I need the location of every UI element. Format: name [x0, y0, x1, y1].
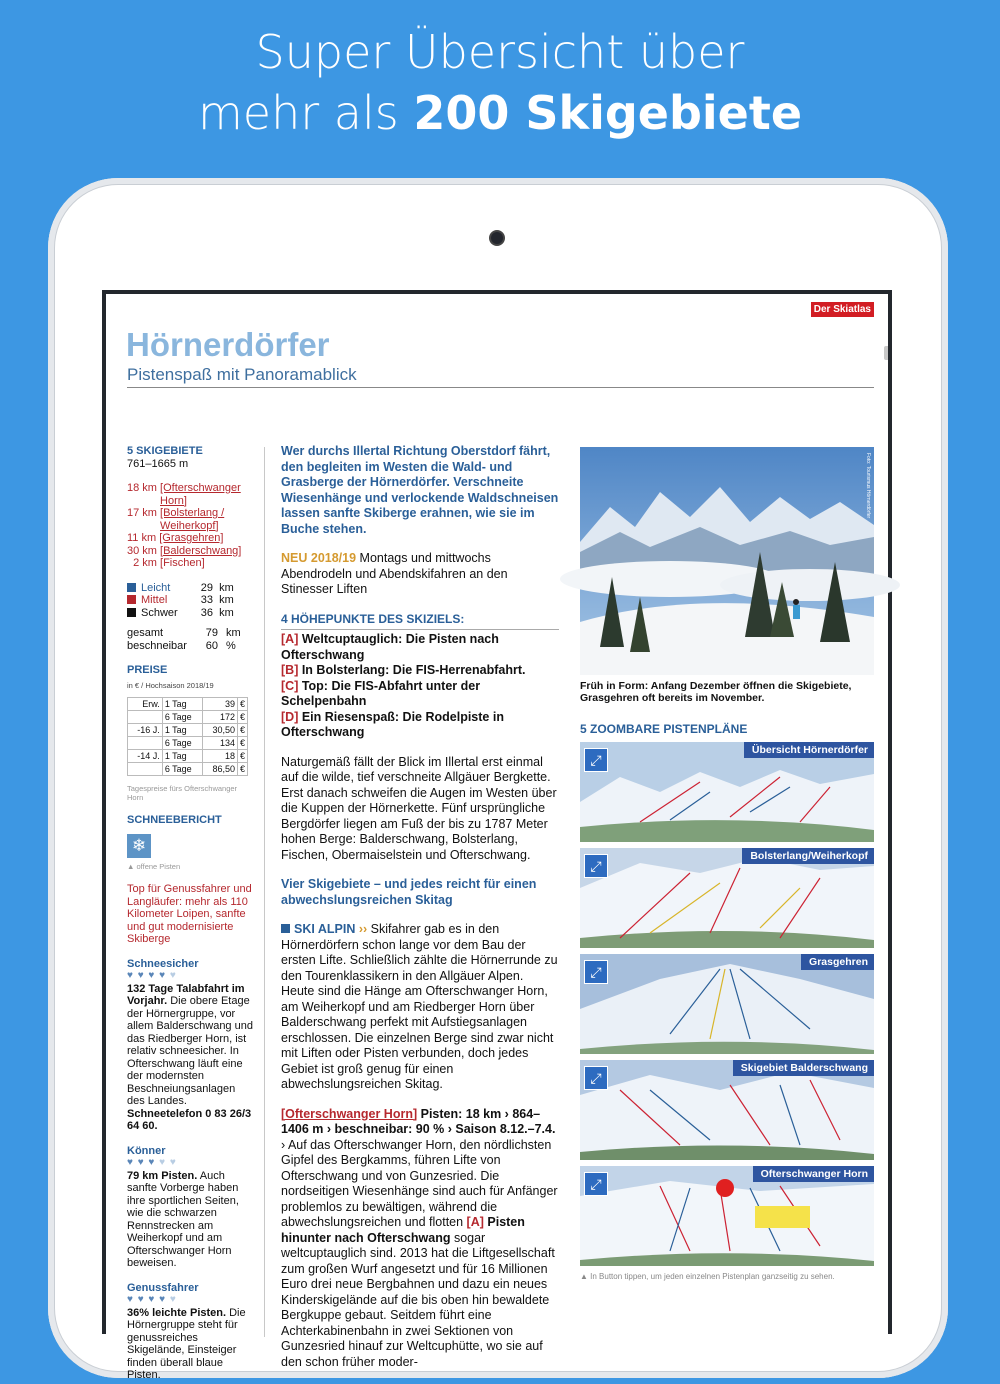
hearts-filled: ♥ ♥ ♥ ♥ [127, 1294, 167, 1305]
table-row [128, 697, 248, 710]
highlight-item [281, 632, 559, 663]
article-subhead: Vier Skigebiete – und jedes reicht für einen abwechslungsreichen Skitag [281, 877, 537, 907]
area-link-bolsterlang[interactable] [160, 507, 224, 532]
photo-credit: Foto: Tourismus Hörnerdörfer [865, 453, 871, 519]
rating-bold: 36% leichte Pisten. [127, 1306, 227, 1319]
hearts-empty: ♥ [166, 970, 177, 981]
map-title: Grasgehren [801, 954, 874, 970]
area-facts: Pisten: 18 km › 864–1406 m › beschneibar: 90 % › Saison 8.12.–7.4. [281, 1106, 556, 1136]
price-group: -16 J. [128, 723, 163, 736]
area-tag: [A] [466, 1215, 484, 1229]
total-unit: % [226, 639, 236, 652]
price-currency: € [237, 723, 247, 736]
title-divider [127, 387, 874, 388]
area-bold: Pisten hinunter nach Ofterschwang [281, 1215, 525, 1245]
price-group [128, 762, 163, 775]
rating-snow [127, 958, 255, 1133]
prices-note: in € / Hochsaison 2018/19 [127, 680, 214, 690]
snow-phone: Schneetelefon 0 83 26/3 64 60. [127, 1107, 252, 1132]
piste-map-grasgehren[interactable] [580, 954, 874, 1054]
rating-text [127, 1307, 255, 1382]
highlight-item [281, 710, 559, 741]
map-title: Ofterschwanger Horn [753, 1166, 874, 1182]
price-currency: € [237, 736, 247, 749]
area-link-text: Weiherkopf] [160, 519, 219, 532]
price-currency: € [237, 697, 247, 710]
skier-mountain-photo [580, 447, 874, 675]
column-divider [264, 447, 265, 1337]
area-link-ofterschwang[interactable] [160, 482, 241, 507]
expand-map-icon[interactable]: ⤢ [584, 960, 608, 984]
price-currency: € [237, 762, 247, 775]
rating-heading: Genussfahrer [127, 1281, 199, 1294]
snow-report-heading: SCHNEEBERICHT [127, 813, 222, 826]
table-row [128, 749, 248, 762]
price-group: Erw. [128, 697, 163, 710]
highlight-tag: [C] [281, 678, 299, 693]
area-tagline: Top für Genussfahrer und Langläufer: mehr als 110 Kilometer Loipen, sanfte und gut modernisierte Skiberge [127, 883, 252, 945]
difficulty-label: Schwer [141, 606, 178, 619]
difficulty-label: Mittel [141, 594, 168, 606]
rating-body: Die obere Etage der Hörnergruppe, vor allem Balderschwang und das Riedberger Horn, ist relativ schneesicher. In Ofterschwang läuft eine der modernsten Beschneiungsanlagen des Landes. [127, 995, 253, 1107]
difficulty-value: 29 [200, 581, 213, 594]
area-km: 18 km [127, 482, 157, 494]
price-period: 6 Tage [162, 736, 202, 749]
highlight-tag: [D] [281, 709, 299, 724]
highlight-text: In Bolsterlang: Die FIS-Herrenabfahrt. [298, 663, 526, 677]
hard-marker-icon [127, 608, 136, 617]
total-label: beschneibar [127, 639, 187, 652]
news-item [281, 551, 559, 598]
expand-map-icon[interactable]: ⤢ [584, 854, 608, 878]
piste-map-balderschwang[interactable] [580, 1060, 874, 1160]
rating-bold: 79 km Pisten. [127, 1169, 198, 1182]
area-km: 30 km [127, 544, 157, 557]
table-row [128, 710, 248, 723]
area-link-text: [Ofterschwanger [160, 482, 241, 494]
price-value: 134 [203, 736, 238, 749]
total-label: gesamt [127, 627, 164, 639]
area-km: 17 km [127, 507, 157, 519]
area-paragraph [281, 1107, 559, 1371]
rating-heading: Schneesicher [127, 957, 199, 970]
medium-marker-icon [127, 595, 136, 604]
page-title: Hörnerdörfer [126, 326, 330, 363]
zoom-maps-heading: 5 ZOOMBARE PISTENPLÄNE [580, 722, 748, 736]
rating-cruisers [127, 1282, 255, 1382]
map-title: Skigebiet Balderschwang [733, 1060, 874, 1076]
headline-line-1: Super Übersicht über [255, 25, 745, 79]
article-paragraph: Naturgemäß fällt der Blick im Illertal erst einmal auf die wilde, tief verschneite Allgäuer Bergkette. Erst danach schweifen die Augen im Westen über die Kuppen der Hörnerkette. Fünf ursprüngliche Bergdörfer liegen am Fuß der bis zu 1787 Meter hohen Berge: Balderschwang, Bolsterlang, Fischen, Obermaiselstein und Ofterschwang. [281, 754, 557, 862]
highlight-tag: [B] [281, 663, 299, 677]
chevron-right-icon: ›› [358, 922, 368, 936]
map-title: Übersicht Hörnerdörfer [744, 742, 874, 758]
highlight-text: Top: Die FIS-Abfahrt unter der Schelpenbahn [281, 678, 481, 708]
rating-body: Auch sanfte Vorberge haben ihre sportlichen Seiten, wie die schwarzen Rennstrecken am Weiherkopf und am Ofterschwanger Horn beweisen. [127, 1169, 239, 1269]
magazine-page[interactable] [106, 294, 888, 1381]
price-period: 6 Tage [162, 762, 202, 775]
table-row [128, 736, 248, 749]
price-group [128, 736, 163, 749]
heart-rating-icon [127, 1157, 255, 1170]
price-group [128, 710, 163, 723]
hearts-filled: ♥ ♥ ♥ [127, 1157, 156, 1168]
difficulty-unit: km [219, 606, 234, 619]
headline-line-2 [0, 83, 1000, 144]
price-period: 1 Tag [162, 697, 202, 710]
expand-map-icon[interactable]: ⤢ [584, 1066, 608, 1090]
photo-caption: Früh in Form: Anfang Dezember öffnen die Skigebiete, Grasgehren oft bereits im November. [580, 680, 852, 704]
easy-marker-icon [127, 583, 136, 592]
rating-text [127, 983, 255, 1133]
highlights-heading: 4 HÖHEPUNKTE DES SKIZIELS: [281, 612, 559, 631]
area-link-ofterschwanger-horn[interactable]: [Ofterschwanger Horn] [281, 1106, 418, 1121]
rating-body: Die Hörnergruppe steht für genussreiches Skigelände, Einsteiger finden überall blaue Pisten. [127, 1306, 246, 1381]
total-value: 60 [205, 639, 218, 652]
media-column [580, 447, 874, 1282]
expand-map-icon[interactable]: ⤢ [584, 748, 608, 772]
table-row [128, 762, 248, 775]
area-text: sogar weltcuptauglich sind. 2013 hat die Liftgesellschaft zum großen Wurf angesetzt und für 16 Millionen Euro drei neue Bergbahnen und dazu ein neues Kinderskigelände auf die bis oben hin bewaldete Bergkuppe gebaut. Seitdem führt eine Achterkabinenbahn in zwei Sektionen von Gunzesried hinauf zur Weltcuphütte, wo sie auf den schon früher moder- [281, 1230, 555, 1369]
map-title: Bolsterlang/Weiherkopf [742, 848, 874, 864]
hearts-filled: ♥ ♥ ♥ ♥ [127, 970, 167, 981]
price-currency: € [237, 710, 247, 723]
promo-headline [0, 22, 1000, 144]
rating-bold: 132 Tage Talabfahrt im Vorjahr. [127, 982, 245, 1007]
area-link-grasgehren[interactable]: [Grasgehren] [159, 532, 224, 544]
area-link-fischen[interactable]: [Fischen] [160, 557, 205, 569]
area-link-text: [Bolsterlang / [160, 507, 225, 519]
altitude-range: 761–1665 m [127, 457, 189, 470]
table-row [128, 723, 248, 736]
ipad-camera [491, 232, 503, 244]
difficulty-unit: km [219, 594, 234, 606]
area-text: › Auf das Ofterschwanger Horn, den nördlichsten Gipfel des Bergkamms, führen Lifte von Ofterschwang und von Gunzesried. Die nordseitigen Wiesenhänge sind auch für Anfänger problemlos zu bewältigen, während die abwechslungsreichen und flotten [281, 1137, 558, 1229]
price-value: 30,50 [203, 723, 238, 736]
price-table [127, 697, 248, 776]
headline-line-2-bold: 200 Skigebiete [413, 86, 803, 140]
price-period: 1 Tag [162, 749, 202, 762]
expand-map-icon[interactable]: ⤢ [584, 1172, 608, 1196]
piste-totals [127, 627, 255, 652]
ski-alpin-label: SKI ALPIN [294, 922, 356, 936]
price-period: 6 Tage [162, 710, 202, 723]
news-text: Montags und mittwochs Abendrodeln und Abendskifahren an den Stinesser Liften [281, 551, 508, 596]
prices-footnote: Tagespreise fürs Ofterschwanger Horn [127, 783, 238, 802]
price-group: -14 J. [128, 749, 163, 762]
total-unit: km [226, 627, 241, 639]
highlights-box [281, 612, 559, 741]
skiatlas-logo: Der Skiatlas [811, 302, 874, 317]
total-value: 79 [205, 627, 218, 639]
highlight-text: Weltcuptauglich: Die Pisten nach Ofterschwang [281, 632, 499, 662]
headline-line-2-prefix: mehr als [197, 86, 414, 140]
ski-alpin-text: Skifahrer gab es in den Hörnerdörfern schon lange vor dem Bau der ersten Lifte. Schließlich zählte die Hörnerrunde zu den Tourenklassikern in den Allgäuer Alpen. Heute sind die Hänge am Ofterschwanger Horn, am Weiherkopf und am Riedberger Horn über Balderschwang perfekt mit Aufstiegsanlagen erschlossen. Die einzelnen Berge sind zwar nicht mit Liften oder Pisten verbunden, doch jedes Gebiet ist groß genug für einen abwechslungsreichen Skitag. [281, 922, 558, 1091]
area-link-text: Horn] [160, 494, 187, 507]
difficulty-legend [127, 582, 255, 620]
rating-experts [127, 1145, 255, 1270]
price-value: 172 [203, 710, 238, 723]
piste-map-overview[interactable] [580, 742, 874, 842]
snow-report-note: ▲ offene Pisten [127, 862, 181, 871]
piste-map-bolsterlang[interactable] [580, 848, 874, 948]
page-subtitle: Pistenspaß mit Panoramablick [127, 365, 357, 384]
highlight-item [281, 679, 559, 710]
highlight-text: Ein Riesenspaß: Die Rodelpiste in Ofterschwang [281, 709, 504, 739]
rating-text [127, 1170, 255, 1270]
piste-map-ofterschwanger-horn[interactable] [580, 1166, 874, 1266]
ski-alpin-paragraph [281, 922, 559, 1093]
news-label: NEU 2018/19 [281, 551, 357, 565]
heart-rating-icon [127, 1294, 255, 1307]
price-value: 39 [203, 697, 238, 710]
highlight-tag: [A] [281, 632, 299, 646]
price-period: 1 Tag [162, 723, 202, 736]
areas-heading: 5 SKIGEBIETE [127, 445, 203, 457]
info-sidebar [127, 445, 255, 1382]
price-currency: € [237, 749, 247, 762]
highlight-item [281, 663, 559, 679]
area-link-balderschwang[interactable]: [Balderschwang] [160, 544, 242, 557]
difficulty-value: 36 [200, 606, 213, 619]
heart-rating-icon [127, 970, 255, 983]
difficulty-value: 33 [200, 594, 213, 606]
area-link-list [127, 482, 255, 570]
difficulty-label: Leicht [141, 581, 171, 594]
area-km: 11 km [127, 532, 157, 544]
hearts-empty: ♥ [166, 1294, 177, 1305]
article-intro: Wer durchs Illertal Richtung Oberstdorf fährt, den begleiten im Westen die Wald- und Grasberge der Hörnerdörfer. Verschneite Wiesenhänge und verlockende Waldschneisen lassen sanfte Skiberge erahnen, wie sie im Buche stehen. [281, 444, 559, 536]
page-scroll-indicator[interactable] [884, 346, 888, 360]
snowflake-button-icon[interactable]: ❄ [127, 834, 151, 858]
rating-heading: Könner [127, 1144, 166, 1157]
hearts-empty: ♥ ♥ [155, 1157, 177, 1168]
prices-heading: PREISE [127, 664, 168, 676]
difficulty-unit: km [219, 581, 234, 594]
section-marker-icon [281, 924, 290, 933]
map-note: ▲ In Button tippen, um jeden einzelnen Pistenplan ganzseitig zu sehen. [580, 1272, 835, 1281]
area-km: 2 km [133, 557, 157, 569]
price-value: 18 [203, 749, 238, 762]
article-body [281, 444, 559, 1384]
price-value: 86,50 [203, 762, 238, 775]
